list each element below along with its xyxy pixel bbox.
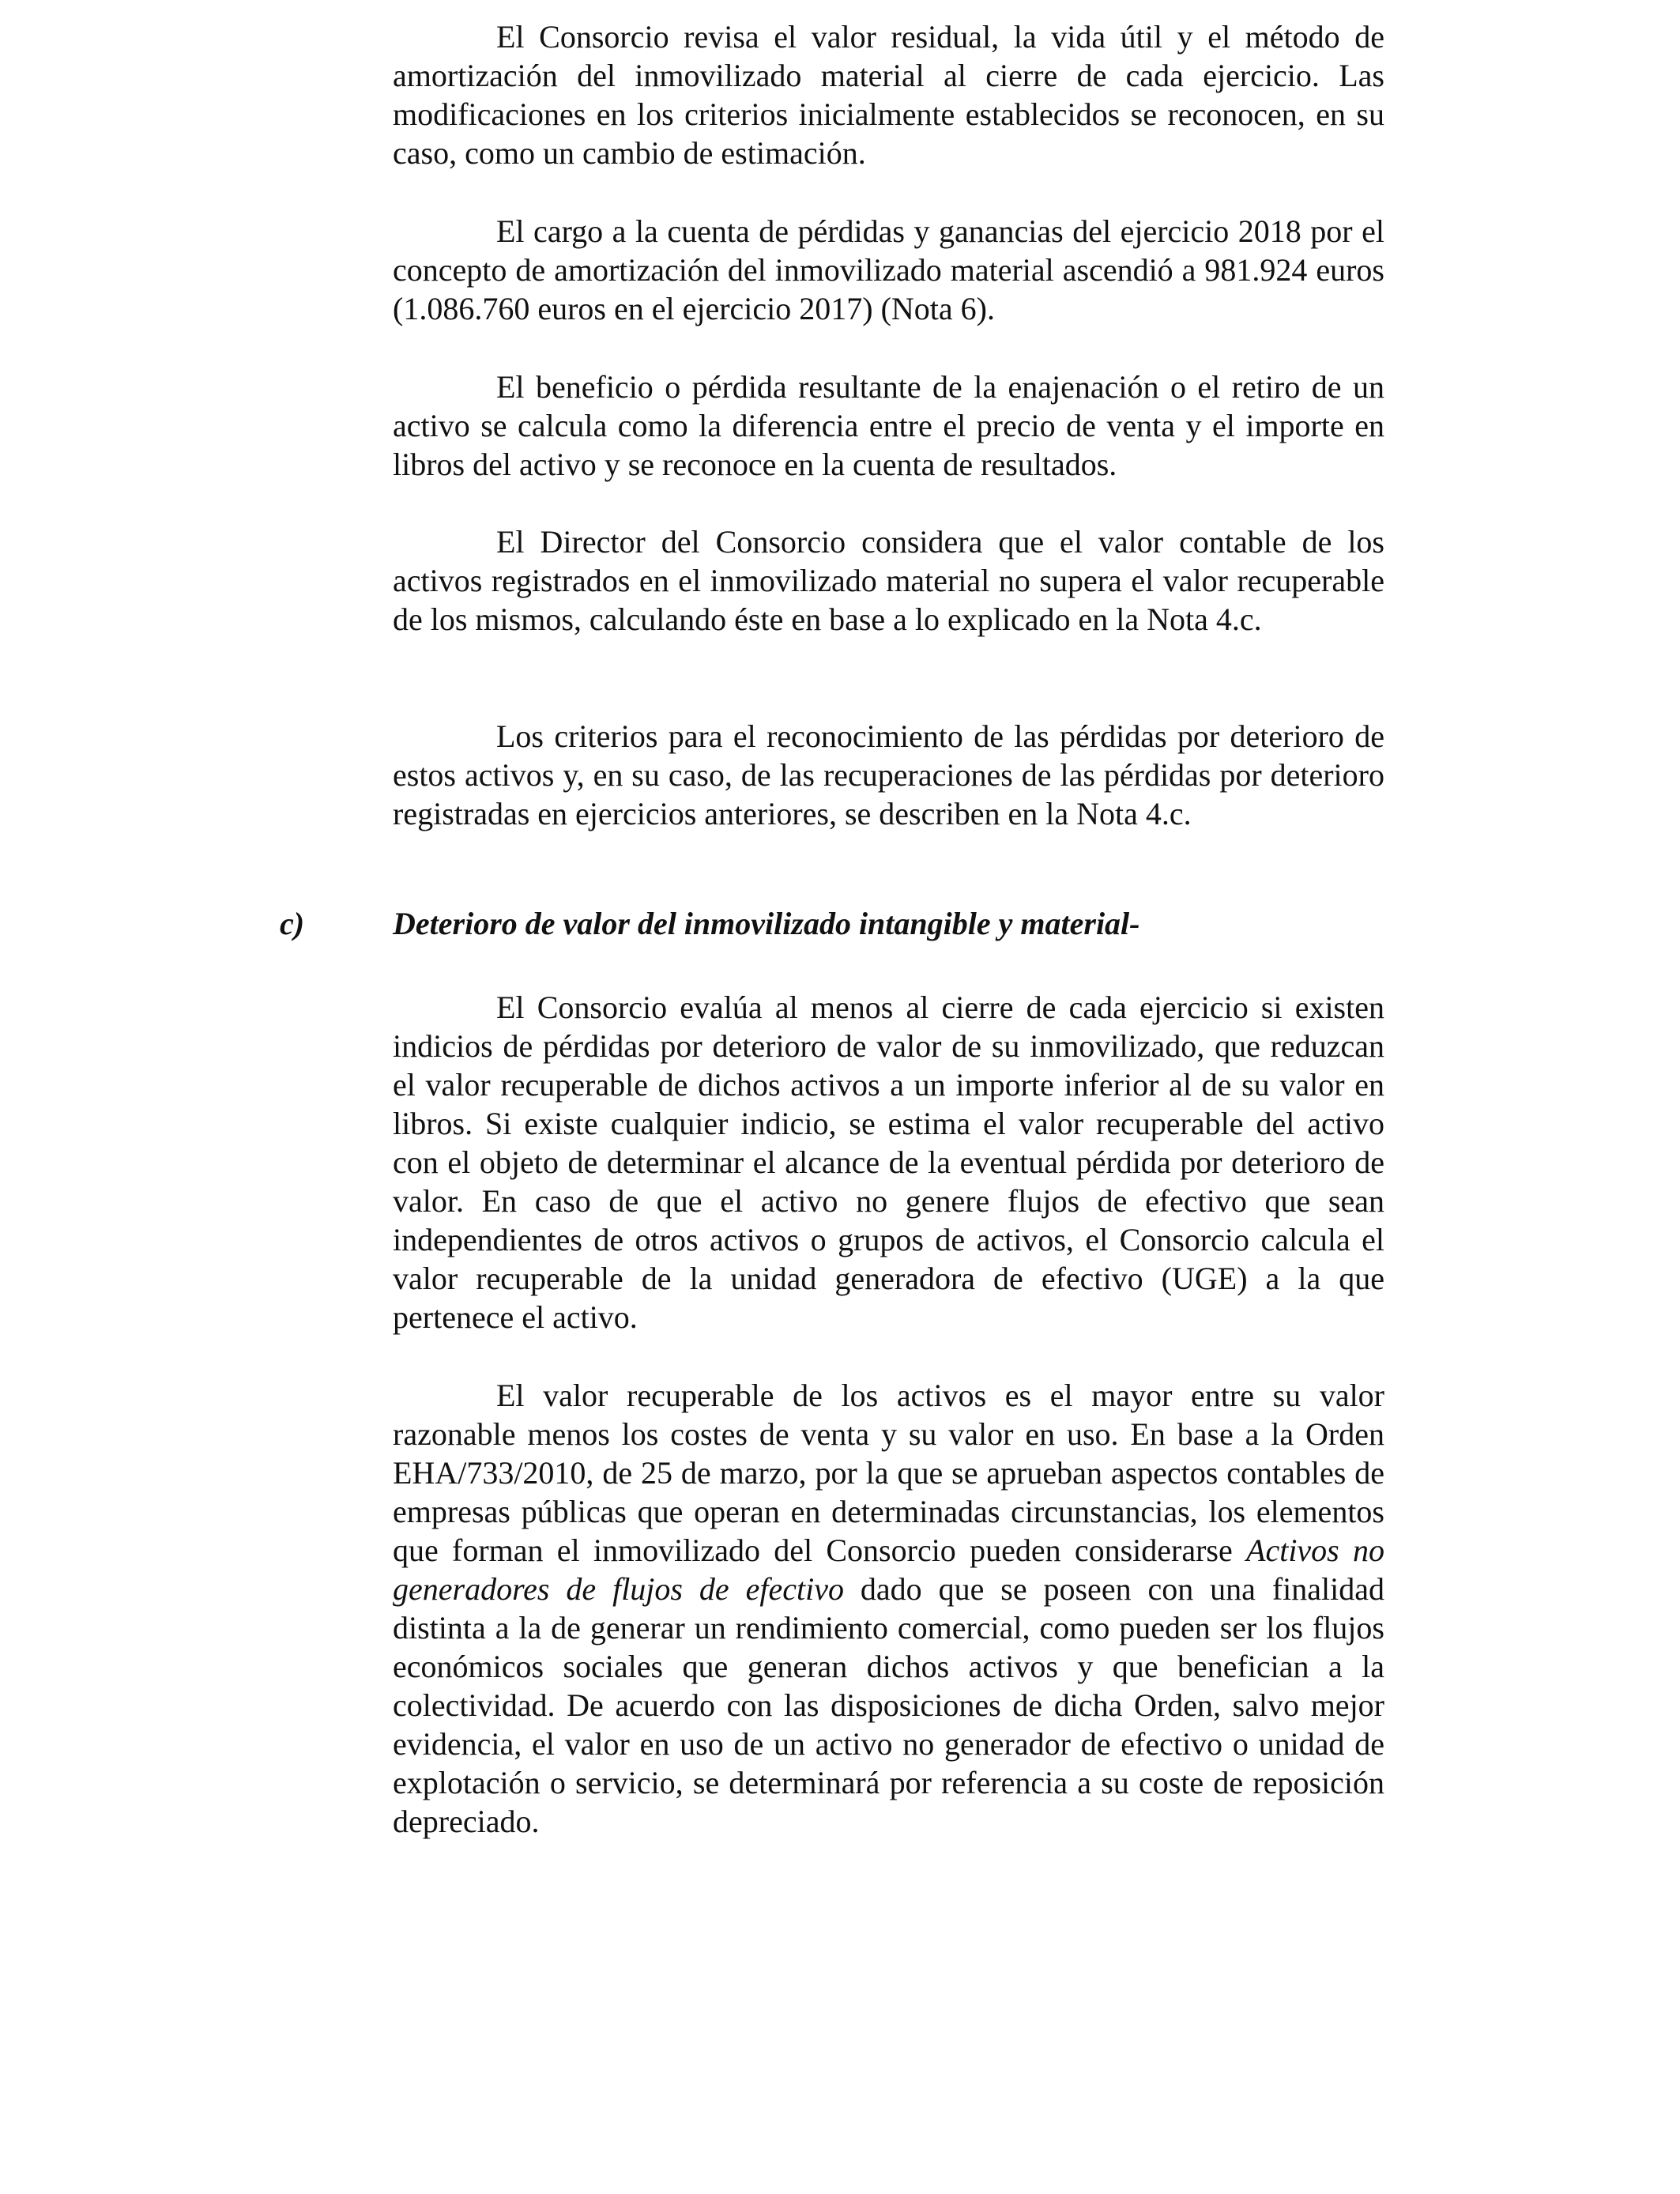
section-title: Deterioro de valor del inmovilizado intangible y material- [393,906,1140,941]
paragraph-text-part: dado que se poseen con una finalidad distinta a la de generar un rendimiento comercial, como pueden ser los flujos económicos sociales que generan dichos activos y que benefician a la colectividad. De acuerdo con las disposiciones de dicha Orden, salvo mejor evidencia, el valor en uso de un activo no generador de efectivo o unidad de explotación o servicio, se determinará por referencia a su coste de reposición depreciado. [393,1571,1385,1839]
italic-term: Activos no generadores de flujos de efectivo [393,1532,1385,1607]
paragraph-disposal-gain-loss [393,368,1384,484]
paragraph-text: El Consorcio revisa el valor residual, la vida útil y el método de amortización del inmovilizado material al cierre de cada ejercicio. Las modificaciones en los criterios inicialmente establecidos se reconocen, en su caso, como un cambio de estimación. [393,19,1384,171]
paragraph-text: El cargo a la cuenta de pérdidas y ganancias del ejercicio 2018 por el concepto de amortización del inmovilizado material ascendió a 981.924 euros (1.086.760 euros en el ejercicio 2017) (Nota 6). [393,213,1384,326]
paragraph-impairment-criteria [393,717,1384,833]
paragraph-amortization-charge [393,212,1384,328]
paragraph-recoverable-value [393,1376,1384,1841]
paragraph-text [393,1376,1384,1841]
paragraph-impairment-evaluation [393,988,1384,1336]
paragraph-director-assessment [393,522,1384,639]
section-marker: c) [280,906,305,941]
paragraph-text: El Consorcio evalúa al menos al cierre de cada ejercicio si existen indicios de pérdidas por deterioro de valor de su inmovilizado, que reduzcan el valor recuperable de dichos activos a un importe inferior al de su valor en libros. Si existe cualquier indicio, se estima el valor recuperable del activo con el objeto de determinar el alcance de la eventual pérdida por deterioro de valor. En caso de que el activo no genere flujos de efectivo que sean independientes de otros activos o grupos de activos, el Consorcio calcula el valor recuperable de la unidad generadora de efectivo (UGE) a la que pertenece el activo. [393,990,1384,1335]
paragraph-text: El Director del Consorcio considera que el valor contable de los activos registrados en el inmovilizado material no supera el valor recuperable de los mismos, calculando éste en base a lo explicado en la Nota 4.c. [393,524,1384,637]
paragraph-text: Los criterios para el reconocimiento de las pérdidas por deterioro de estos activos y, en su caso, de las recuperaciones de las pérdidas por deterioro registradas en ejercicios anteriores, se describen en la Nota 4.c. [393,718,1384,831]
paragraph-text: El beneficio o pérdida resultante de la enajenación o el retiro de un activo se calcula como la diferencia entre el precio de venta y el importe en libros del activo y se reconoce en la cuenta de resultados. [393,369,1384,482]
paragraph-residual-value [393,17,1384,172]
paragraph-text-part: El valor recuperable de los activos es el mayor entre su valor razonable menos los costes de venta y su valor en uso. En base a la Orden EHA/733/2010, de 25 de marzo, por la que se aprueban aspectos contables de empresas públicas que operan en determinadas circunstancias, los elementos que forman el inmovilizado del Consorcio pueden considerarse [393,1378,1384,1568]
